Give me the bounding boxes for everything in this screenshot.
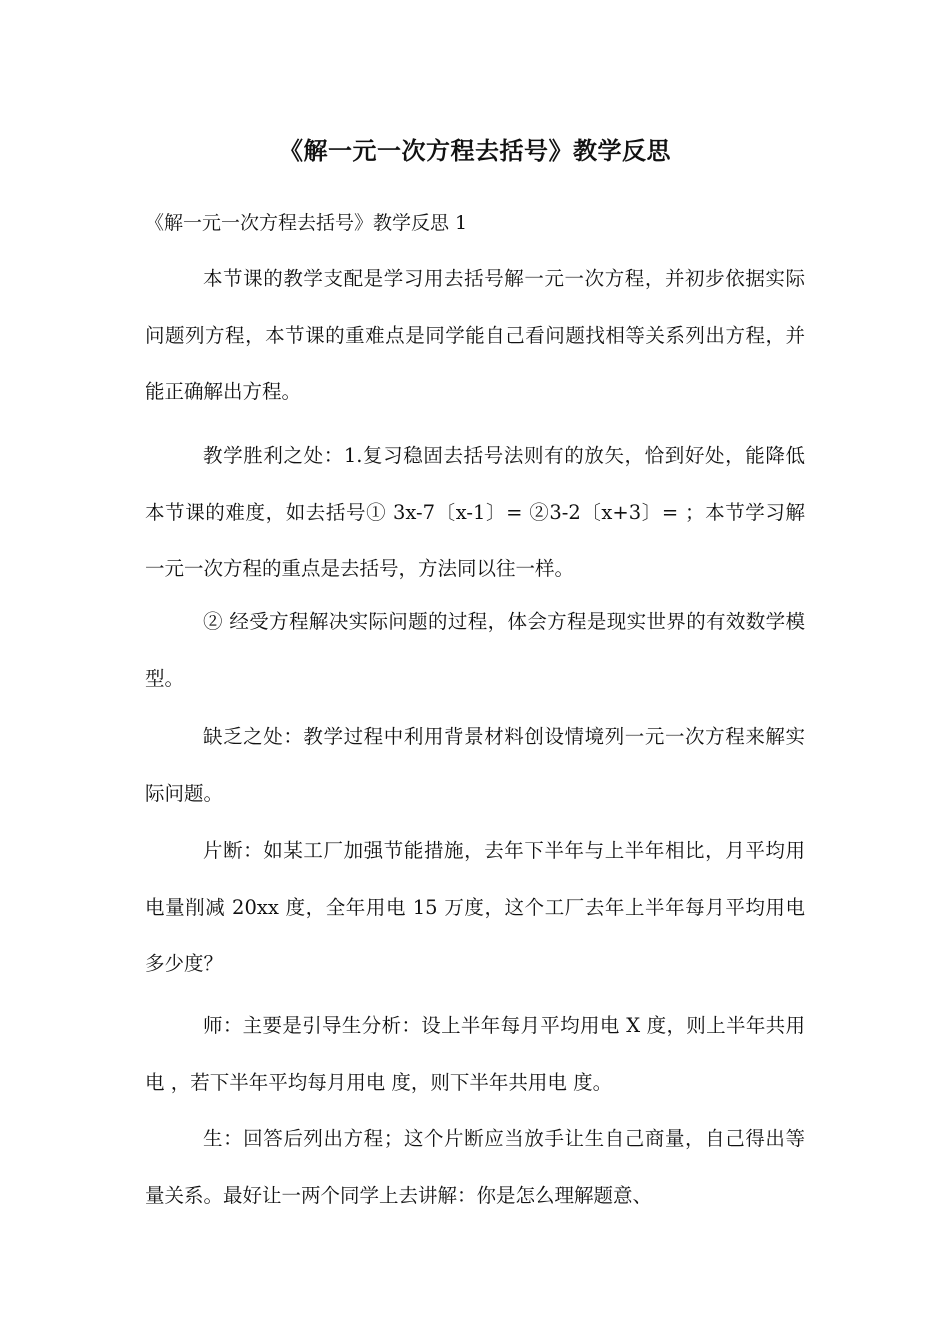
paragraph-4: 缺乏之处：教学过程中利用背景材料创设情境列一元一次方程来解实际问题。 bbox=[145, 725, 805, 805]
document-title: 《解一元一次方程去括号》教学反思 bbox=[279, 137, 671, 165]
paragraph-5: 片断：如某工厂加强节能措施，去年下半年与上半年相比，月平均用电量削减 20xx 度，全年用电 15 万度，这个工厂去年上半年每月平均用电多少度？ bbox=[145, 839, 805, 975]
paragraph-6: 师：主要是引导生分析：设上半年每月平均用电 X 度，则上半年共用电 ，若下半年平均每月用电 度，则下半年共用电 度。 bbox=[145, 1014, 805, 1094]
paragraph-3: ② 经受方程解决实际问题的过程，体会方程是现实世界的有效数学模型。 bbox=[145, 610, 805, 690]
section-heading: 《解一元一次方程去括号》教学反思 1 bbox=[145, 212, 468, 234]
paragraph-1: 本节课的教学支配是学习用去括号解一元一次方程，并初步依据实际问题列方程，本节课的重难点是同学能自己看问题找相等关系列出方程，并能正确解出方程。 bbox=[145, 267, 805, 403]
paragraph-7: 生：回答后列出方程；这个片断应当放手让生自己商量，自己得出等量关系。最好让一两个同学上去讲解：你是怎么理解题意、 bbox=[145, 1127, 805, 1207]
paragraph-2: 教学胜利之处：1.复习稳固去括号法则有的放矢，恰到好处，能降低本节课的难度，如去括号① 3x-7〔x-1〕= ②3-2〔x+3〕= ；本节学习解一元一次方程的重点是去括号，方法同以往一样。 bbox=[145, 444, 805, 580]
